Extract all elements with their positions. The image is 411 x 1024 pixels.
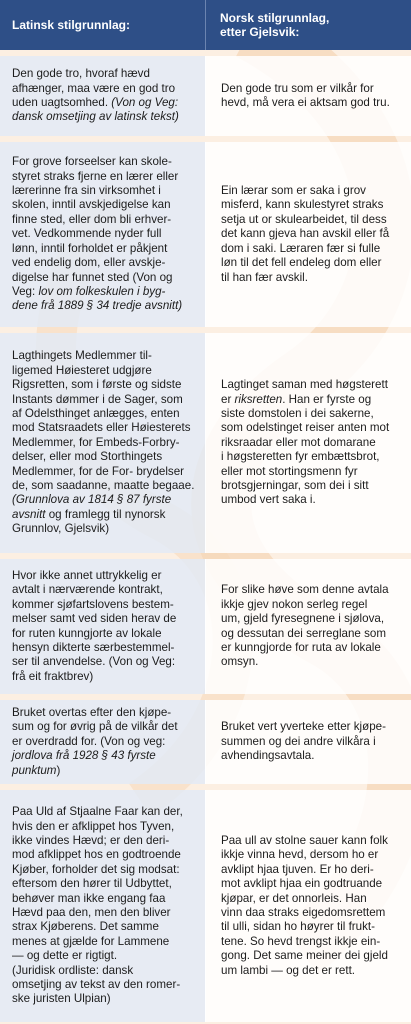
norsk-cell: For slike høve som denne avtala ikkje gjev nokon serleg regel um, gjeld fyresegnene i sjølova, og dessutan dei serreglane som er kunngjorde for ruta av lokale omsyn. [206,559,411,694]
header-norsk: Norsk stilgrunnlag, etter Gjelsvik: [206,0,411,50]
norsk-cell: Paa ull av stolne sauer kann folk ikkje vinna hevd, dersom ho er avklipt hjaa tjuven. Er ho deri- mot avklipt hjaa ein godtruande kjøpar, er det onnorleis. Han vinn daa straks eigedomsrettem til ulli, sidan ho høyrer til frukt- tene. So hevd trengst ikkje ein- gong. Det same meiner dei gjeld um lambi — og det er rett. [206,790,411,1022]
latin-cell: Den gode tro, hvoraf hævd afhænger, maa være en god tro uden uagtsomhed. (Von og Veg: dansk omsetjing av latinsk tekst) [0,56,206,136]
latin-cell: Paa Uld af Stjaalne Faar kan der, hvis den er afklippet hos Tyven, ikke vindes Hævd; er den deri- mod afklippet hos en godtroende Kjøber, forholder det sig modsat: eftersom den hører til Udbyttet, behøver man ikke engang faa Hævd paa den, men den bliver strax Kjøberens. Det samme menes at gjælde for Lammene — og dette er rigtigt. (Juridisk ordliste: dansk omsetjing av tekst av den romer- ske juristen Ulpian) [0,790,206,1022]
header-latin: Latinsk stilgrunnlag: [0,0,206,50]
latin-cell: Hvor ikke annet uttrykkelig er avtalt i nærværende kontrakt, kommer sjøfartslovens bestem- melser samt ved siden herav de for ruten kunngjorte av lokale hensyn dikterte særbestemmel- ser til anvendelse. (Von og Veg: frå eit fraktbrev) [0,559,206,694]
latin-cell: For grove forseelser kan skole- styret straks fjerne en lærer eller lærerinne fra sin virksomhet i skolen, inntil avskjedigelse kan finne sted, eller dom bli erhver- vet. Vedkommende nyder full lønn, inntil forholdet er påkjent ved endelig dom, eller avskje- digelse har funnet sted (Von og Veg: lov om folkeskulen i byg- dene frå 1889 § 34 tredje avsnitt) [0,142,206,327]
table-row [0,56,411,136]
table-row [0,790,411,1022]
latin-cell: Bruket overtas efter den kjøpe- sum og for øvrig på de vilkår det er overdradd for. (Von og veg: jordlova frå 1928 § 43 fyrste punktum) [0,700,206,784]
table-row [0,700,411,784]
norsk-cell: Den gode tru som er vilkår for hevd, må vera ei aktsam god tru. [206,56,411,136]
norsk-cell: Ein lærar som er saka i grov misferd, kann skulestyret straks setja ut or skulearbeidet, til dess det kann gjeva han avskil eller få dom i saki. Læraren fær si fulle løn til det fell endeleg dom eller til han fær avskil. [206,142,411,327]
latin-cell: Lagthingets Medlemmer til- ligemed Høiesteret udgjøre Rigsretten, som i første og sidste Instants dømmer i de Sager, som af Odelsthinget anlægges, enten mod Statsraadets eller Høiesterets Medlemmer, for Embeds-Forbry- delser, eller mod Storthingets Medlemmer, for de For- brydelser de, som saadanne, maatte begaae. (Grunnlova av 1814 § 87 fyrste avsnitt og framlegg til nynorsk Grunnlov, Gjelsvik) [0,333,206,553]
norsk-cell: Lagtinget saman med høgsterett er riksretten. Han er fyrste og siste domstolen i dei sakerne, som odelstinget reiser anten mot riksraadar eller mot domarane i høgsteretten fyr embættsbrot, eller mot stortingsmenn fyr brotsgjerningar, som dei i sitt umbod vert saka i. [206,333,411,553]
table-row [0,142,411,327]
norsk-cell: Bruket vert yverteke etter kjøpe- summen og dei andre vilkåra i avhendingsavtala. [206,700,411,784]
header-row [0,0,411,50]
table-row [0,333,411,553]
table-row [0,559,411,694]
